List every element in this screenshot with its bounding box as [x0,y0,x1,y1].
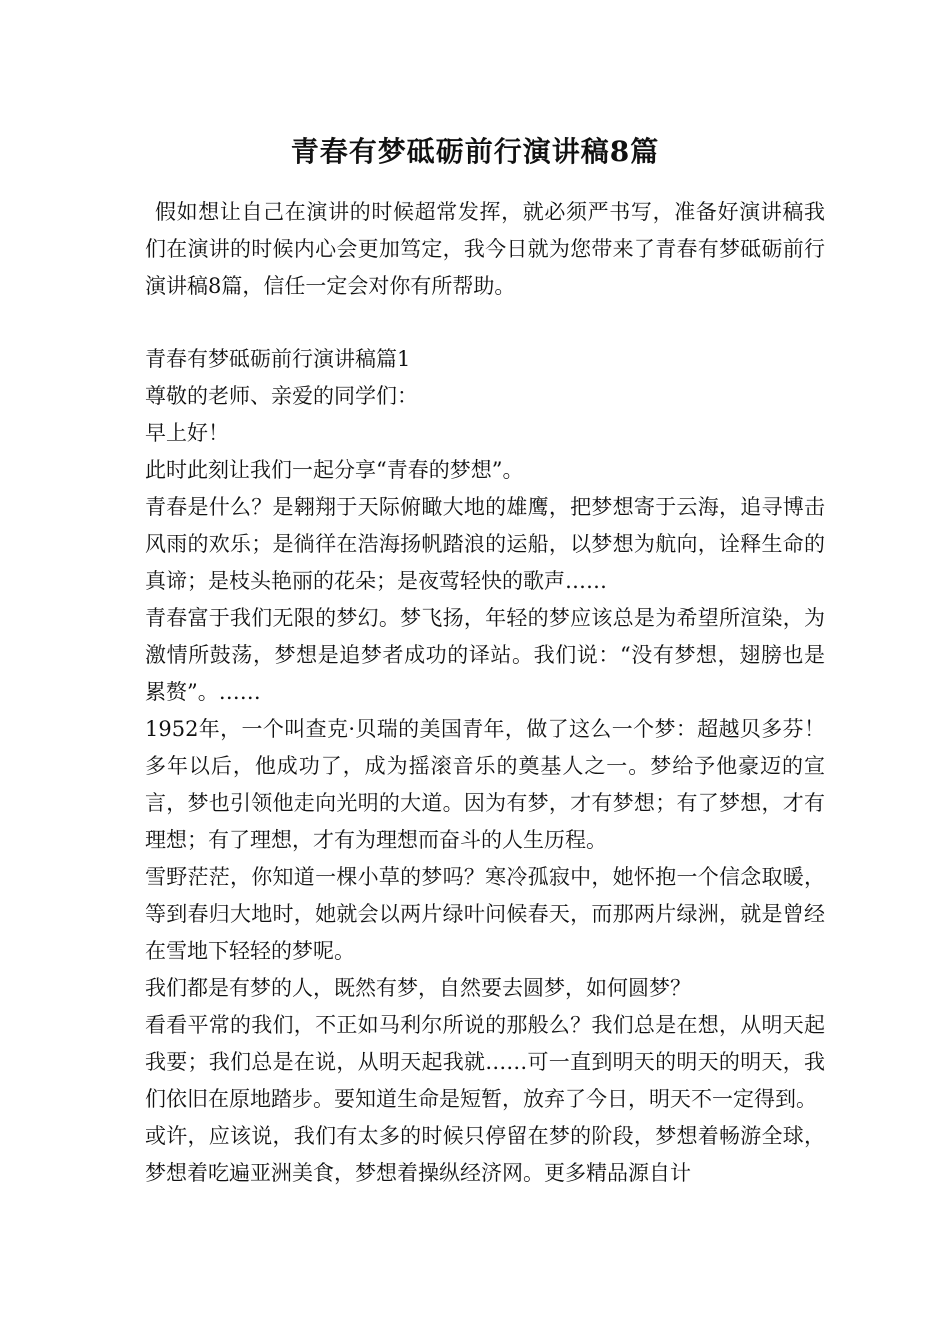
body-paragraph: 1952年，一个叫查克·贝瑞的美国青年，做了这么一个梦：超越贝多芬！多年以后，他成功了，成为摇滚音乐的奠基人之一。梦给予他豪迈的宣言，梦也引领他走向光明的大道。因为有梦，才有梦想；有了梦想，才有理想；有了理想，才有为理想而奋斗的人生历程。 [145,717,825,852]
body-paragraph: 看看平常的我们，不正如马利尔所说的那般么？我们总是在想，从明天起我要；我们总是在说，从明天起我就……可一直到明天的明天的明天，我们依旧在原地踏步。要知道生命是短暂，放弃了今日，明天不一定得到。 [145,1013,825,1111]
body-paragraph: 青春富于我们无限的梦幻。梦飞扬，年轻的梦应该总是为希望所渲染，为激情所鼓荡，梦想是追梦者成功的译站。我们说：“没有梦想，翅膀也是累赘”。…… [145,606,825,704]
intro-section [145,194,825,305]
document-title: 青春有梦砥砺前行演讲稿8篇 [290,135,660,168]
speech-body [145,341,825,1192]
body-paragraph: 或许，应该说，我们有太多的时候只停留在梦的阶段，梦想着畅游全球，梦想着吃遍亚洲美食，梦想着操纵经济网。更多精品源自计 [145,1124,825,1185]
speech-heading: 青春有梦砥砺前行演讲稿篇1 [145,347,411,371]
salutation: 尊敬的老师、亲爱的同学们： [145,384,418,408]
body-paragraph: 此时此刻让我们一起分享“青春的梦想”。 [145,458,524,482]
intro-paragraph: 假如想让自己在演讲的时候超常发挥，就必须严书写，准备好演讲稿我们在演讲的时候内心会更加笃定，我今日就为您带来了青春有梦砥砺前行演讲稿8篇，信任一定会对你有所帮助。 [145,200,825,298]
body-paragraph: 我们都是有梦的人，既然有梦，自然要去圆梦，如何圆梦？ [145,976,691,1000]
body-paragraph: 雪野茫茫，你知道一棵小草的梦吗？寒冷孤寂中，她怀抱一个信念取暖，等到春归大地时，她就会以两片绿叶问候春天，而那两片绿洲，就是曾经在雪地下轻轻的梦呢。 [145,865,825,963]
greeting: 早上好！ [145,421,229,445]
body-paragraph: 青春是什么？是翱翔于天际俯瞰大地的雄鹰，把梦想寄于云海，追寻博击风雨的欢乐；是徜徉在浩海扬帆踏浪的运船，以梦想为航向，诠释生命的真谛；是枝头艳丽的花朵；是夜莺轻快的歌声…… [145,495,825,593]
